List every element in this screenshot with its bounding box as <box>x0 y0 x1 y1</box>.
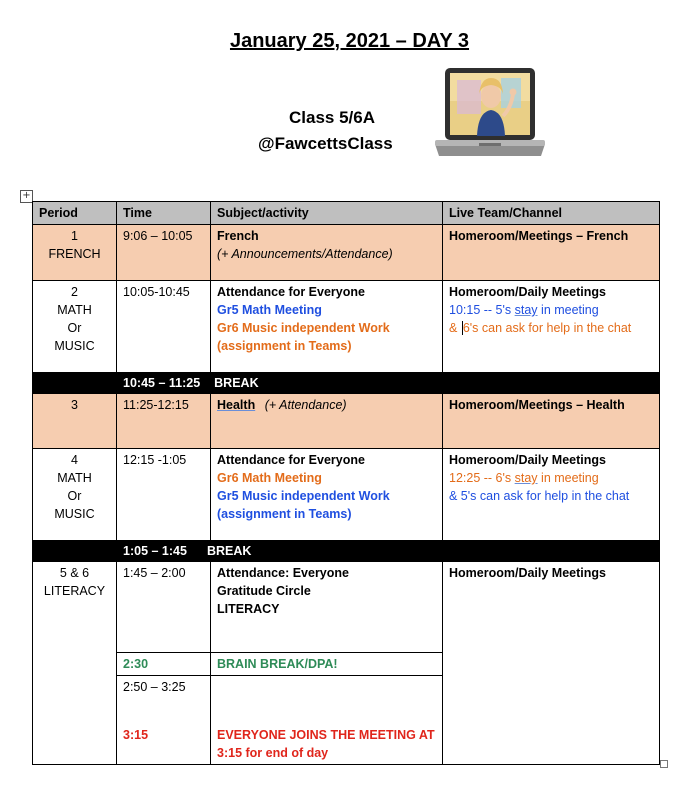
channel-cell: Homeroom/Daily Meetings <box>443 562 660 765</box>
subject-cell <box>211 449 443 541</box>
time-cell: 10:05-10:45 <box>117 281 211 373</box>
break-row <box>33 373 660 394</box>
table-resize-icon[interactable] <box>660 760 668 768</box>
subject-title: Health <box>217 398 256 412</box>
header-channel: Live Team/Channel <box>443 202 660 225</box>
period-cell: 3 <box>33 394 117 449</box>
channel-text: 6's can ask for help in the chat <box>462 321 632 335</box>
subject-line: Gr5 Math Meeting <box>217 303 322 317</box>
period-name-alt: MUSIC <box>54 339 95 353</box>
stay-word: stay <box>514 471 538 485</box>
table-row <box>33 562 660 653</box>
subject-cell <box>211 394 443 449</box>
table-move-icon[interactable]: + <box>20 190 33 203</box>
page-title: January 25, 2021 – DAY 3 <box>229 30 470 52</box>
subject-line: Gr6 Music independent Work <box>217 321 390 335</box>
period-cell <box>33 225 117 281</box>
subject-title: French <box>217 229 259 243</box>
break-label: BREAK <box>214 376 259 390</box>
period-or: Or <box>67 489 82 503</box>
time-cell: 12:15 -1:05 <box>117 449 211 541</box>
period-number: 1 <box>71 229 78 243</box>
period-name: FRENCH <box>48 247 101 261</box>
bitmoji-laptop-icon <box>431 66 549 166</box>
stay-word: stay <box>514 303 538 317</box>
subject-note: (+ Attendance) <box>264 398 347 412</box>
channel-title: Homeroom/Daily Meetings <box>449 285 606 299</box>
time-cell: 1:45 – 2:00 <box>117 562 211 653</box>
subject-line: Gr6 Math Meeting <box>217 471 322 485</box>
break-label: BREAK <box>206 544 252 558</box>
break-cell <box>117 541 660 562</box>
period-cell <box>33 562 117 765</box>
channel-line <box>449 319 653 337</box>
subject-line: Attendance for Everyone <box>217 453 365 467</box>
class-name: Class 5/6A <box>289 108 375 127</box>
period-name-alt: MUSIC <box>54 507 95 521</box>
header-period: Period <box>33 202 117 225</box>
break-cell-empty <box>33 373 117 394</box>
time-cell: 2:30 <box>117 653 211 676</box>
subject-cell <box>211 225 443 281</box>
channel-cell <box>443 449 660 541</box>
table-row <box>33 449 660 541</box>
channel-title: Homeroom/Daily Meetings <box>449 453 606 467</box>
time-start: 2:50 – 3:25 <box>123 680 186 694</box>
period-or: Or <box>67 321 82 335</box>
time-cell <box>117 676 211 765</box>
subject-line: EVERYONE JOINS THE MEETING AT <box>217 728 435 742</box>
subject-note: (+ Announcements/Attendance) <box>217 247 393 261</box>
subject-line: Gratitude Circle <box>217 584 311 598</box>
spacer <box>123 696 204 714</box>
channel-text: 12:25 -- 6's <box>449 471 515 485</box>
time-end: 3:15 <box>123 728 149 742</box>
spacer <box>217 678 436 726</box>
subject-cell <box>211 676 443 765</box>
period-number: 5 & 6 <box>59 566 90 580</box>
time-cell: 9:06 – 10:05 <box>117 225 211 281</box>
period-cell <box>33 281 117 373</box>
break-cell-empty <box>33 541 117 562</box>
subject-line: (assignment in Teams) <box>217 339 352 353</box>
period-name: LITERACY <box>43 584 106 598</box>
break-row <box>33 541 660 562</box>
break-cell <box>117 373 660 394</box>
channel-text: 10:15 -- 5's <box>449 303 515 317</box>
subject-line: Gr5 Music independent Work <box>217 489 390 503</box>
header-subject: Subject/activity <box>211 202 443 225</box>
period-cell <box>33 449 117 541</box>
table-row <box>33 225 660 281</box>
break-time: 10:45 – 11:25 <box>123 376 201 390</box>
subject-line: Attendance: Everyone <box>217 566 349 580</box>
period-name: MATH <box>57 303 92 317</box>
channel-cell <box>443 281 660 373</box>
channel-line <box>449 301 653 319</box>
schedule-table <box>32 201 660 765</box>
table-header-row <box>33 202 660 225</box>
period-name: MATH <box>57 471 92 485</box>
period-number: 2 <box>71 285 78 299</box>
channel-cell: Homeroom/Meetings – Health <box>443 394 660 449</box>
period-number: 4 <box>71 453 78 467</box>
subject-line: (assignment in Teams) <box>217 507 352 521</box>
time-cell: 11:25-12:15 <box>117 394 211 449</box>
subject-cell <box>211 562 443 653</box>
channel-text: in meeting <box>537 471 599 485</box>
table-row <box>33 394 660 449</box>
subject-line: LITERACY <box>217 602 280 616</box>
subject-line: Attendance for Everyone <box>217 285 365 299</box>
subject-cell <box>211 281 443 373</box>
channel-line: & 5's can ask for help in the chat <box>449 489 630 503</box>
channel-line <box>449 469 653 487</box>
class-handle: @FawcettsClass <box>258 134 393 153</box>
subject-cell: BRAIN BREAK/DPA! <box>211 653 443 676</box>
break-time: 1:05 – 1:45 <box>123 544 187 558</box>
channel-text: & <box>449 321 461 335</box>
table-row <box>33 281 660 373</box>
header-time: Time <box>117 202 211 225</box>
subject-line: 3:15 for end of day <box>217 746 329 760</box>
channel-text: in meeting <box>537 303 599 317</box>
channel-cell: Homeroom/Meetings – French <box>443 225 660 281</box>
